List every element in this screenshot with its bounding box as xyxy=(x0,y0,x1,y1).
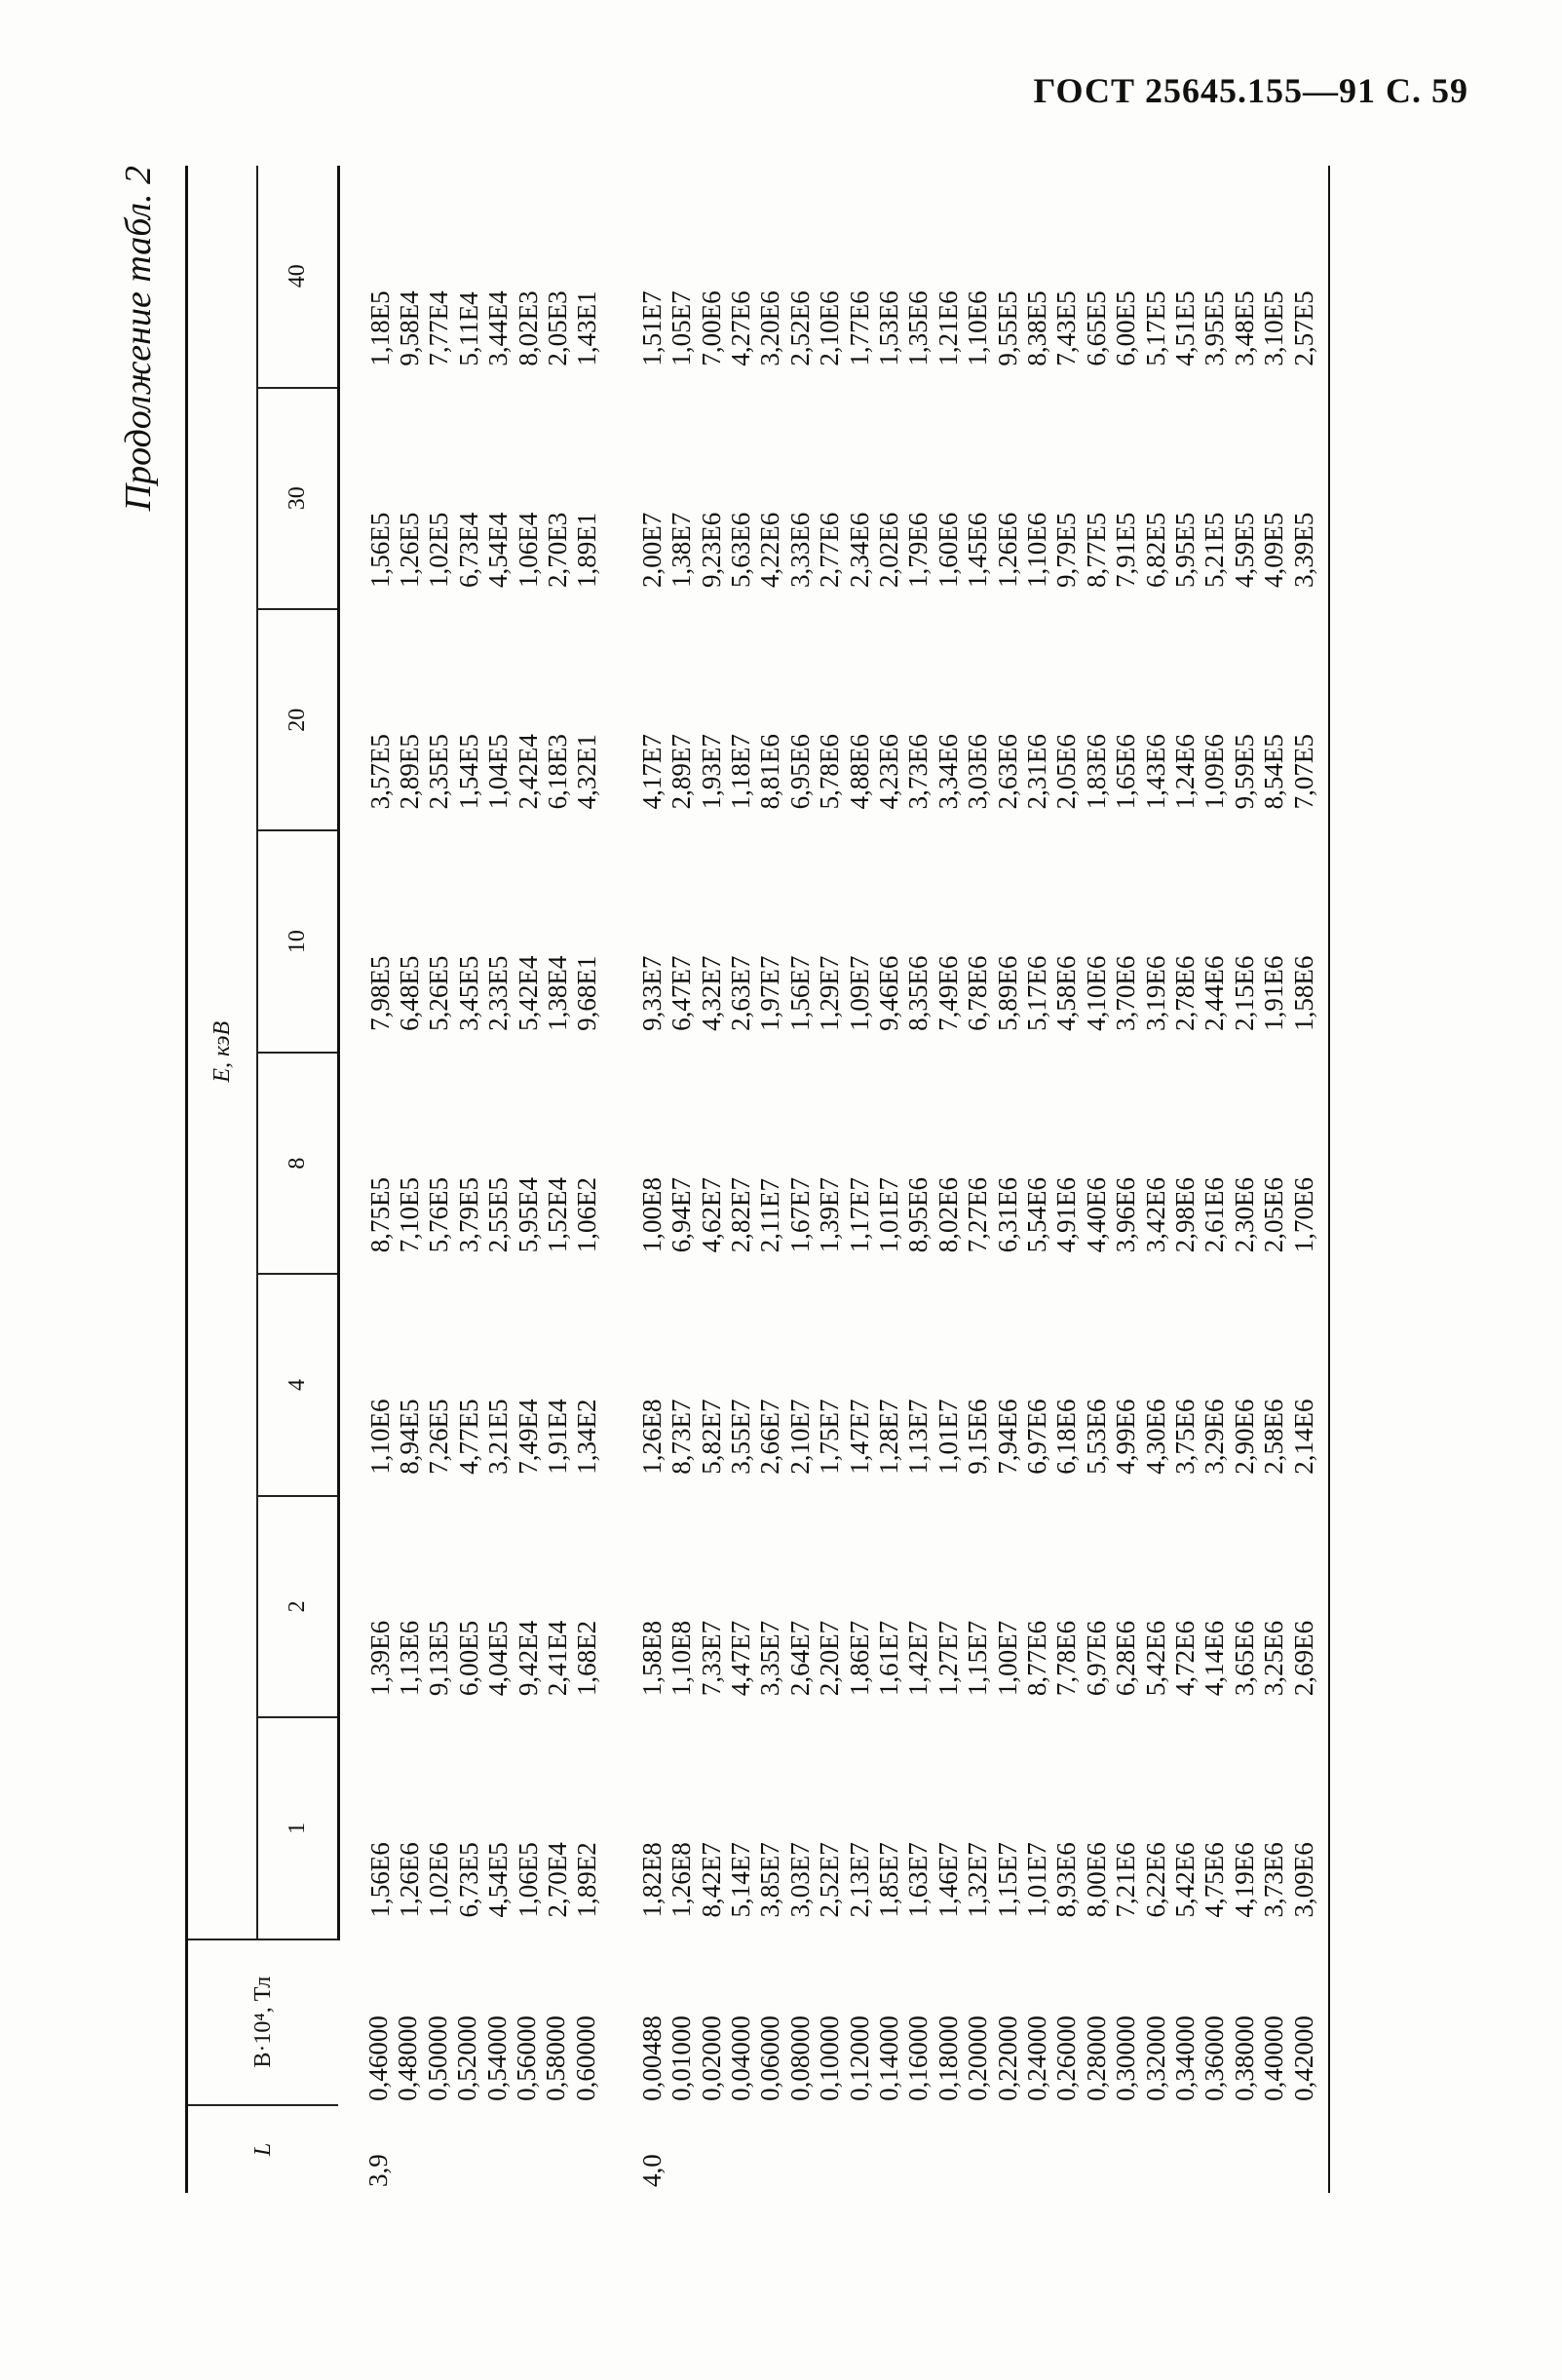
table-header-row xyxy=(187,166,258,2193)
cell-e4-values: 1,26E8 8,73E7 5,82E7 3,55E7 2,66E7 2,10E7 1,75E7 1,47E7 1,28E7 1,13E7 1,01E7 9,15E6 7,94E6 6,97E6 6,18E6 5,53E6 4,99E6 4,30E6 3,75E6 3,29E6 2,90E6 2,58E6 2,14E6 xyxy=(612,1274,1329,1495)
table-group-row-L4.0 xyxy=(612,166,1329,2193)
cell-e20-values: 4,17E7 2,89E7 1,93E7 1,18E7 8,81E6 6,95E6 5,78E6 4,88E6 4,23E6 3,73E6 3,34E6 3,03E6 2,63E6 2,31E6 2,05E6 1,83E6 1,65E6 1,43E6 1,24E6 1,09E6 9,59E5 8,54E5 7,07E5 xyxy=(612,609,1329,830)
column-header-e40: 40 xyxy=(257,166,338,388)
column-header-L: L xyxy=(187,2105,339,2193)
cell-L-value: 3,9 xyxy=(363,2154,393,2187)
column-header-e4: 4 xyxy=(257,1274,338,1495)
data-table xyxy=(185,166,1330,2193)
page-header-standard-ref: ГОСТ 25645.155—91 С. 59 xyxy=(1033,71,1468,110)
column-header-e20: 20 xyxy=(257,609,338,830)
cell-e2-values: 1,58E8 1,10E8 7,33E7 4,47E7 3,35E7 2,64E7 2,20E7 1,86E7 1,61E7 1,42E7 1,27E7 1,15E7 1,00E7 8,77E6 7,78E6 6,97E6 6,28E6 5,42E6 4,72E6 4,14E6 3,65E6 3,25E6 2,69E6 xyxy=(612,1496,1329,1717)
cell-e30-values: 1,56E5 1,26E5 1,02E5 6,73E4 4,54E4 1,06E4 2,70E3 1,89E1 xyxy=(364,512,602,588)
cell-e4-values: 1,10E6 8,94E5 7,26E5 4,77E5 3,21E5 7,49E4 1,91E4 1,34E2 xyxy=(364,1399,602,1475)
column-header-e8: 8 xyxy=(257,1053,338,1274)
column-group-header-energy: E, кэВ xyxy=(187,166,258,1939)
cell-e1-values: 1,56E6 1,26E6 1,02E6 6,73E5 4,54E5 1,06E5 2,70E4 1,89E2 xyxy=(364,1842,602,1918)
rotated-table-container xyxy=(117,166,1452,2193)
cell-B-values: 0,46000 0,48000 0,50000 0,52000 0,54000 0,56000 0,58000 0,60000 xyxy=(363,2015,600,2101)
cell-e40-values: 1,18E5 9,58E4 7,77E4 5,11E4 3,44E4 8,02E3 2,05E3 1,43E1 xyxy=(364,290,602,366)
cell-B-values: 0,00488 0,01000 0,02000 0,04000 0,06000 0,08000 0,10000 0,12000 0,14000 0,16000 0,18000 0,20000 0,22000 0,24000 0,26000 0,28000 0,30000 0,32000 0,34000 0,36000 0,38000 0,40000 0,42000 xyxy=(612,1939,1329,2105)
cell-e8-values: 1,00E8 6,94E7 4,62E7 2,82E7 2,11E7 1,67E7 1,39E7 1,17E7 1,01E7 8,95E6 8,02E6 7,27E6 6,31E6 5,54E6 4,91E6 4,40E6 3,96E6 3,42E6 2,98E6 2,61E6 2,30E6 2,05E6 1,70E6 xyxy=(612,1053,1329,1274)
energy-subheader-row xyxy=(257,166,338,2193)
column-header-e2: 2 xyxy=(257,1496,338,1717)
table-group-row-L3.9 xyxy=(338,166,612,2193)
cell-e10-values: 9,33E7 6,47E7 4,32E7 2,63E7 1,97E7 1,56E7 1,29E7 1,09E7 9,46E6 8,35E6 7,49E6 6,78E6 5,89E6 5,17E6 4,58E6 4,10E6 3,70E6 3,19E6 2,78E6 2,44E6 2,15E6 1,91E6 1,58E6 xyxy=(612,830,1329,1052)
cell-e2-values: 1,39E6 1,13E6 9,13E5 6,00E5 4,04E5 9,42E4 2,41E4 1,68E2 xyxy=(364,1620,602,1697)
table-continuation-label: Продолжение табл. 2 xyxy=(118,166,159,512)
cell-e30-values: 2,00E7 1,38E7 9,23E6 5,63E6 4,22E6 3,33E6 2,77E6 2,34E6 2,02E6 1,79E6 1,60E6 1,45E6 1,26E6 1,10E6 9,79E5 8,77E5 7,91E5 6,82E5 5,95E5 5,21E5 4,59E5 4,09E5 3,39E5 xyxy=(612,388,1329,609)
column-header-e1: 1 xyxy=(257,1717,338,1939)
column-header-e10: 10 xyxy=(257,830,338,1052)
cell-e1-values: 1,82E8 1,26E8 8,42E7 5,14E7 3,85E7 3,03E7 2,52E7 2,13E7 1,85E7 1,63E7 1,46E7 1,32E7 1,15E7 1,01E7 8,93E6 8,00E6 7,21E6 6,22E6 5,42E6 4,75E6 4,19E6 3,73E6 3,09E6 xyxy=(612,1717,1329,1939)
cell-e10-values: 7,98E5 6,48E5 5,26E5 3,45E5 2,33E5 5,42E4 1,38E4 9,68E1 xyxy=(364,955,602,1031)
cell-e40-values: 1,51E7 1,05E7 7,00E6 4,27E6 3,20E6 2,52E6 2,10E6 1,77E6 1,53E6 1,35E6 1,21E6 1,10E6 9,55E5 8,38E5 7,43E5 6,65E5 6,00E5 5,17E5 4,51E5 3,95E5 3,48E5 3,10E5 2,57E5 xyxy=(612,166,1329,388)
cell-L-value: 4,0 xyxy=(612,2105,1329,2193)
column-header-B: B·10⁴, Тл xyxy=(187,1939,339,2105)
cell-e20-values: 3,57E5 2,89E5 2,35E5 1,54E5 1,04E5 2,42E4 6,18E3 4,32E1 xyxy=(364,734,602,810)
column-header-e30: 30 xyxy=(257,388,338,609)
cell-e8-values: 8,75E5 7,10E5 5,76E5 3,79E5 2,55E5 5,95E4 1,52E4 1,06E2 xyxy=(364,1177,602,1253)
